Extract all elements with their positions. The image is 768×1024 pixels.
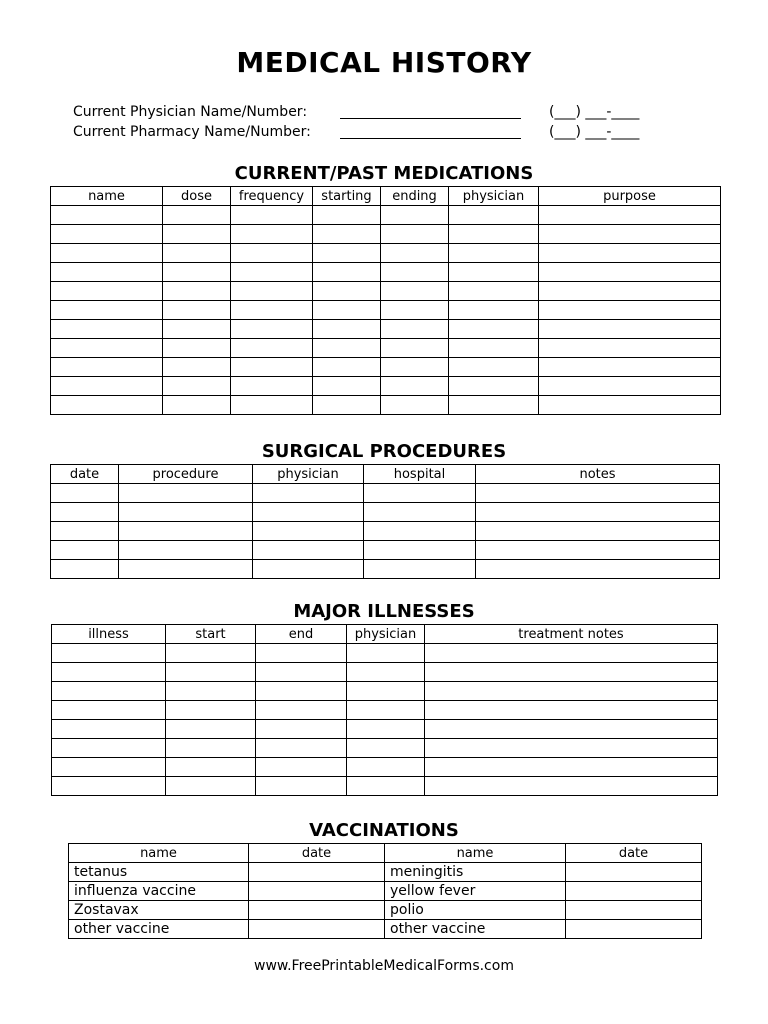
- physician-label: Current Physician Name/Number:: [73, 104, 308, 120]
- surgical-entry-cell[interactable]: [51, 541, 119, 560]
- surgical-entry-cell[interactable]: [51, 484, 119, 503]
- surgical-entry-cell[interactable]: [476, 522, 720, 541]
- table-row: [51, 377, 721, 396]
- illnesses-entry-cell[interactable]: [425, 663, 718, 682]
- medications-entry-cell[interactable]: [313, 282, 381, 301]
- vaccine-name-cell: influenza vaccine: [69, 882, 249, 901]
- illnesses-entry-cell[interactable]: [256, 663, 347, 682]
- surgical-entry-cell[interactable]: [253, 484, 364, 503]
- illnesses-entry-cell[interactable]: [347, 777, 425, 796]
- medications-entry-cell[interactable]: [313, 244, 381, 263]
- illnesses-entry-cell[interactable]: [166, 682, 256, 701]
- medications-entry-cell[interactable]: [51, 244, 163, 263]
- medications-entry-cell[interactable]: [539, 263, 721, 282]
- medications-entry-cell[interactable]: [539, 301, 721, 320]
- footer-url: www.FreePrintableMedicalForms.com: [254, 958, 514, 974]
- medications-entry-cell[interactable]: [51, 320, 163, 339]
- illnesses-entry-cell[interactable]: [347, 739, 425, 758]
- illnesses-entry-cell[interactable]: [166, 758, 256, 777]
- medications-entry-cell[interactable]: [51, 225, 163, 244]
- illnesses-entry-cell[interactable]: [166, 701, 256, 720]
- illnesses-title: MAJOR ILLNESSES: [293, 601, 475, 622]
- illnesses-entry-cell[interactable]: [347, 701, 425, 720]
- medications-entry-cell[interactable]: [449, 339, 539, 358]
- surgical-entry-cell[interactable]: [51, 503, 119, 522]
- illnesses-entry-cell[interactable]: [256, 739, 347, 758]
- medications-entry-cell[interactable]: [381, 320, 449, 339]
- medications-entry-cell[interactable]: [381, 339, 449, 358]
- vaccinations-title: VACCINATIONS: [309, 820, 459, 841]
- medications-col-header: starting: [313, 187, 381, 206]
- medications-entry-cell[interactable]: [449, 244, 539, 263]
- illnesses-entry-cell[interactable]: [347, 682, 425, 701]
- medications-entry-cell[interactable]: [539, 377, 721, 396]
- illnesses-entry-cell[interactable]: [425, 720, 718, 739]
- illnesses-col-header: treatment notes: [425, 625, 718, 644]
- medications-entry-cell[interactable]: [163, 320, 231, 339]
- surgical-entry-cell[interactable]: [476, 503, 720, 522]
- medications-entry-cell[interactable]: [313, 358, 381, 377]
- vaccine-date-cell[interactable]: [566, 901, 702, 920]
- medications-entry-cell[interactable]: [163, 358, 231, 377]
- medications-col-header: physician: [449, 187, 539, 206]
- medications-entry-cell[interactable]: [381, 282, 449, 301]
- table-row: [51, 396, 721, 415]
- surgical-entry-cell[interactable]: [51, 522, 119, 541]
- medications-entry-cell[interactable]: [231, 358, 313, 377]
- vaccine-name-cell: Zostavax: [69, 901, 249, 920]
- illnesses-entry-cell[interactable]: [166, 777, 256, 796]
- table-row: [51, 320, 721, 339]
- medications-entry-cell[interactable]: [231, 320, 313, 339]
- medications-entry-cell[interactable]: [381, 377, 449, 396]
- medications-entry-cell[interactable]: [231, 339, 313, 358]
- table-row: [51, 225, 721, 244]
- illnesses-entry-cell[interactable]: [52, 777, 166, 796]
- physician-name-field[interactable]: [340, 118, 521, 119]
- vaccine-date-cell[interactable]: [566, 920, 702, 939]
- table-row: [51, 244, 721, 263]
- illnesses-entry-cell[interactable]: [425, 739, 718, 758]
- medications-entry-cell[interactable]: [381, 263, 449, 282]
- medications-entry-cell[interactable]: [231, 206, 313, 225]
- table-row: [52, 739, 718, 758]
- medications-entry-cell[interactable]: [51, 358, 163, 377]
- medications-header-row: [51, 187, 721, 206]
- illnesses-entry-cell[interactable]: [425, 701, 718, 720]
- medications-entry-cell[interactable]: [51, 396, 163, 415]
- medications-entry-cell[interactable]: [539, 320, 721, 339]
- surgical-entry-cell[interactable]: [253, 560, 364, 579]
- illnesses-entry-cell[interactable]: [52, 701, 166, 720]
- table-row: [51, 503, 720, 522]
- vaccine-date-cell[interactable]: [249, 901, 385, 920]
- illnesses-entry-cell[interactable]: [425, 644, 718, 663]
- medications-entry-cell[interactable]: [449, 320, 539, 339]
- illnesses-col-header: start: [166, 625, 256, 644]
- pharmacy-label: Current Pharmacy Name/Number:: [73, 124, 311, 140]
- surgical-col-header: date: [51, 465, 119, 484]
- pharmacy-name-field[interactable]: [340, 138, 521, 139]
- surgical-entry-cell[interactable]: [119, 484, 253, 503]
- illnesses-entry-cell[interactable]: [425, 682, 718, 701]
- illnesses-entry-cell[interactable]: [52, 682, 166, 701]
- surgical-entry-cell[interactable]: [119, 560, 253, 579]
- table-row: [51, 301, 721, 320]
- medications-col-header: purpose: [539, 187, 721, 206]
- table-row: [69, 882, 702, 901]
- surgical-entry-cell[interactable]: [364, 541, 476, 560]
- table-row: [52, 682, 718, 701]
- illnesses-entry-cell[interactable]: [256, 720, 347, 739]
- medications-table: [50, 186, 721, 415]
- surgical-col-header: notes: [476, 465, 720, 484]
- illnesses-entry-cell[interactable]: [425, 758, 718, 777]
- illnesses-entry-cell[interactable]: [166, 720, 256, 739]
- surgical-entry-cell[interactable]: [119, 503, 253, 522]
- illnesses-entry-cell[interactable]: [166, 739, 256, 758]
- medications-entry-cell[interactable]: [539, 358, 721, 377]
- table-row: [52, 663, 718, 682]
- medications-entry-cell[interactable]: [449, 225, 539, 244]
- surgical-entry-cell[interactable]: [119, 541, 253, 560]
- illnesses-entry-cell[interactable]: [256, 701, 347, 720]
- illnesses-entry-cell[interactable]: [347, 720, 425, 739]
- medications-entry-cell[interactable]: [231, 244, 313, 263]
- surgical-header-row: [51, 465, 720, 484]
- table-row: [51, 484, 720, 503]
- medications-entry-cell[interactable]: [231, 396, 313, 415]
- medications-entry-cell[interactable]: [539, 396, 721, 415]
- medications-entry-cell[interactable]: [51, 263, 163, 282]
- vaccine-name-cell: other vaccine: [69, 920, 249, 939]
- vaccine-name-cell: other vaccine: [385, 920, 566, 939]
- medications-entry-cell[interactable]: [313, 206, 381, 225]
- vaccinations-col-header: name: [385, 844, 566, 863]
- page-title: MEDICAL HISTORY: [236, 46, 532, 79]
- illnesses-entry-cell[interactable]: [52, 739, 166, 758]
- table-row: [69, 863, 702, 882]
- medications-entry-cell[interactable]: [163, 225, 231, 244]
- medications-title: CURRENT/PAST MEDICATIONS: [234, 163, 534, 184]
- medications-entry-cell[interactable]: [449, 377, 539, 396]
- illnesses-entry-cell[interactable]: [52, 758, 166, 777]
- illnesses-entry-cell[interactable]: [256, 682, 347, 701]
- medications-entry-cell[interactable]: [163, 206, 231, 225]
- surgical-entry-cell[interactable]: [476, 541, 720, 560]
- vaccine-name-cell: meningitis: [385, 863, 566, 882]
- medications-entry-cell[interactable]: [381, 244, 449, 263]
- illnesses-entry-cell[interactable]: [347, 758, 425, 777]
- medications-entry-cell[interactable]: [539, 339, 721, 358]
- vaccinations-col-header: date: [249, 844, 385, 863]
- illnesses-entry-cell[interactable]: [52, 720, 166, 739]
- vaccine-name-cell: yellow fever: [385, 882, 566, 901]
- table-row: [52, 644, 718, 663]
- medications-entry-cell[interactable]: [539, 225, 721, 244]
- medications-entry-cell[interactable]: [51, 339, 163, 358]
- illnesses-header-row: [52, 625, 718, 644]
- medications-entry-cell[interactable]: [539, 244, 721, 263]
- medications-entry-cell[interactable]: [313, 263, 381, 282]
- medications-entry-cell[interactable]: [539, 206, 721, 225]
- medications-entry-cell[interactable]: [51, 301, 163, 320]
- illnesses-table: [51, 624, 718, 796]
- illnesses-entry-cell[interactable]: [347, 663, 425, 682]
- table-row: [52, 777, 718, 796]
- medications-col-header: name: [51, 187, 163, 206]
- vaccinations-table: [68, 843, 702, 939]
- surgical-entry-cell[interactable]: [364, 484, 476, 503]
- medications-entry-cell[interactable]: [449, 301, 539, 320]
- medications-entry-cell[interactable]: [313, 301, 381, 320]
- vaccinations-col-header: date: [566, 844, 702, 863]
- medications-entry-cell[interactable]: [381, 225, 449, 244]
- table-row: [52, 720, 718, 739]
- illnesses-entry-cell[interactable]: [425, 777, 718, 796]
- table-row: [69, 920, 702, 939]
- surgical-entry-cell[interactable]: [476, 484, 720, 503]
- table-row: [51, 541, 720, 560]
- medications-entry-cell[interactable]: [51, 377, 163, 396]
- surgical-title: SURGICAL PROCEDURES: [261, 441, 507, 462]
- surgical-col-header: physician: [253, 465, 364, 484]
- medications-entry-cell[interactable]: [231, 282, 313, 301]
- physician-phone-field[interactable]: (___) ___-____: [549, 104, 640, 120]
- surgical-entry-cell[interactable]: [364, 503, 476, 522]
- vaccinations-col-header: name: [69, 844, 249, 863]
- medications-entry-cell[interactable]: [449, 206, 539, 225]
- surgical-entry-cell[interactable]: [364, 522, 476, 541]
- medications-entry-cell[interactable]: [163, 301, 231, 320]
- table-row: [51, 560, 720, 579]
- medications-entry-cell[interactable]: [231, 301, 313, 320]
- vaccine-date-cell[interactable]: [566, 882, 702, 901]
- vaccine-name-cell: tetanus: [69, 863, 249, 882]
- medications-entry-cell[interactable]: [163, 282, 231, 301]
- medications-entry-cell[interactable]: [449, 358, 539, 377]
- surgical-entry-cell[interactable]: [51, 560, 119, 579]
- illnesses-entry-cell[interactable]: [52, 663, 166, 682]
- medications-entry-cell[interactable]: [381, 206, 449, 225]
- vaccine-date-cell[interactable]: [566, 863, 702, 882]
- surgical-entry-cell[interactable]: [119, 522, 253, 541]
- medications-entry-cell[interactable]: [163, 377, 231, 396]
- illnesses-entry-cell[interactable]: [166, 644, 256, 663]
- illnesses-entry-cell[interactable]: [52, 644, 166, 663]
- medications-entry-cell[interactable]: [231, 377, 313, 396]
- medications-entry-cell[interactable]: [163, 263, 231, 282]
- table-row: [51, 358, 721, 377]
- surgical-col-header: hospital: [364, 465, 476, 484]
- medications-entry-cell[interactable]: [313, 377, 381, 396]
- illnesses-entry-cell[interactable]: [166, 663, 256, 682]
- pharmacy-phone-field[interactable]: (___) ___-____: [549, 124, 640, 140]
- illnesses-entry-cell[interactable]: [347, 644, 425, 663]
- illnesses-col-header: illness: [52, 625, 166, 644]
- surgical-entry-cell[interactable]: [476, 560, 720, 579]
- medications-entry-cell[interactable]: [313, 396, 381, 415]
- vaccinations-header-row: [69, 844, 702, 863]
- table-row: [51, 522, 720, 541]
- medications-entry-cell[interactable]: [51, 206, 163, 225]
- medications-entry-cell[interactable]: [163, 244, 231, 263]
- medications-entry-cell[interactable]: [381, 301, 449, 320]
- medications-entry-cell[interactable]: [231, 263, 313, 282]
- surgical-entry-cell[interactable]: [364, 560, 476, 579]
- illnesses-entry-cell[interactable]: [256, 644, 347, 663]
- table-row: [51, 206, 721, 225]
- medications-entry-cell[interactable]: [163, 396, 231, 415]
- medications-col-header: ending: [381, 187, 449, 206]
- medications-entry-cell[interactable]: [313, 225, 381, 244]
- surgical-entry-cell[interactable]: [253, 503, 364, 522]
- medications-col-header: dose: [163, 187, 231, 206]
- medications-entry-cell[interactable]: [449, 396, 539, 415]
- vaccine-date-cell[interactable]: [249, 863, 385, 882]
- medications-entry-cell[interactable]: [313, 339, 381, 358]
- table-row: [52, 701, 718, 720]
- surgical-table: [50, 464, 720, 579]
- vaccine-name-cell: polio: [385, 901, 566, 920]
- surgical-entry-cell[interactable]: [253, 541, 364, 560]
- table-row: [52, 758, 718, 777]
- table-row: [51, 339, 721, 358]
- illnesses-col-header: physician: [347, 625, 425, 644]
- surgical-entry-cell[interactable]: [253, 522, 364, 541]
- medications-entry-cell[interactable]: [381, 396, 449, 415]
- medications-entry-cell[interactable]: [449, 282, 539, 301]
- medications-entry-cell[interactable]: [539, 282, 721, 301]
- table-row: [51, 263, 721, 282]
- medications-entry-cell[interactable]: [313, 320, 381, 339]
- table-row: [51, 282, 721, 301]
- illnesses-entry-cell[interactable]: [256, 777, 347, 796]
- medications-entry-cell[interactable]: [449, 263, 539, 282]
- medications-entry-cell[interactable]: [51, 282, 163, 301]
- surgical-col-header: procedure: [119, 465, 253, 484]
- vaccine-date-cell[interactable]: [249, 882, 385, 901]
- medications-entry-cell[interactable]: [163, 339, 231, 358]
- illnesses-col-header: end: [256, 625, 347, 644]
- illnesses-entry-cell[interactable]: [256, 758, 347, 777]
- vaccine-date-cell[interactable]: [249, 920, 385, 939]
- table-row: [69, 901, 702, 920]
- medications-entry-cell[interactable]: [231, 225, 313, 244]
- medications-entry-cell[interactable]: [381, 358, 449, 377]
- medications-col-header: frequency: [231, 187, 313, 206]
